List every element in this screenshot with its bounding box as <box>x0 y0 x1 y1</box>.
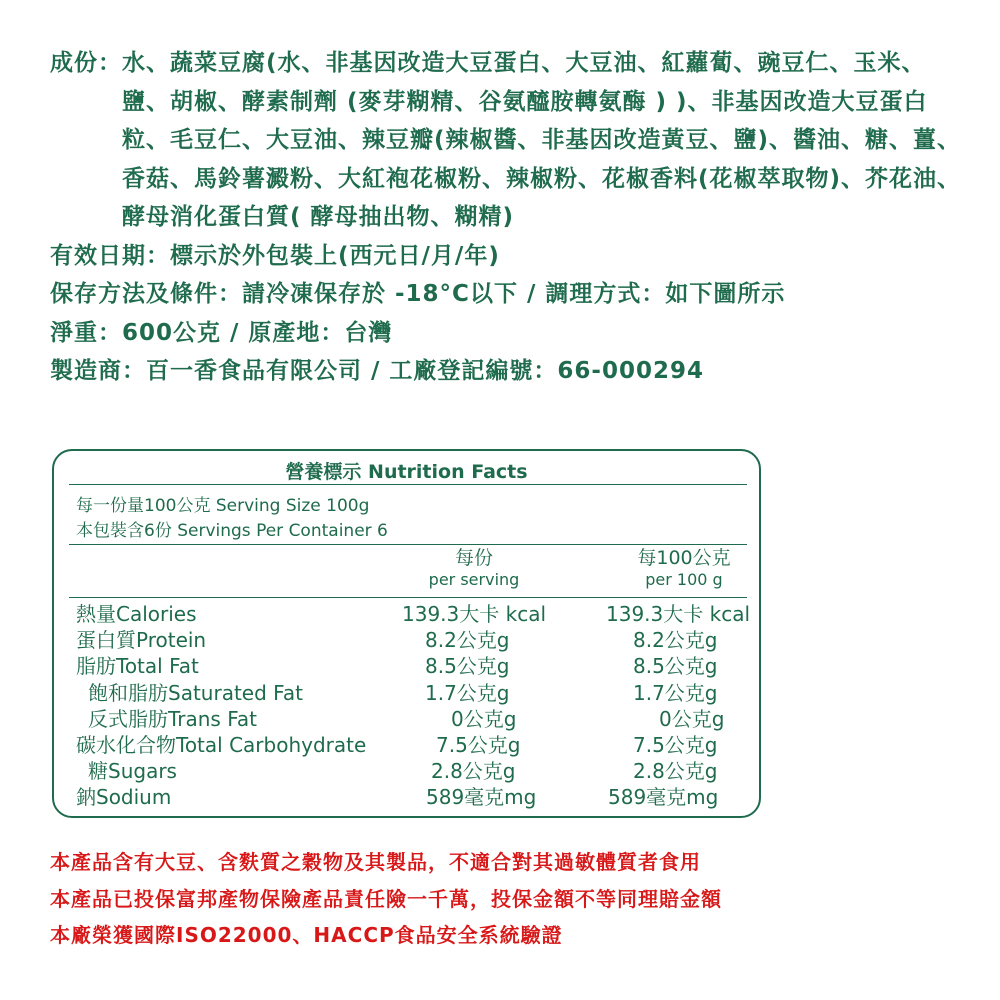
per-serving-value: 0公克g <box>451 706 517 731</box>
net-weight-line: 淨重：600公克 / 原產地：台灣 <box>50 319 393 346</box>
divider <box>69 597 747 598</box>
nutrient-name: 碳水化合物Total Carbohydrate <box>76 732 367 757</box>
per-100g-header <box>594 548 774 590</box>
per-serving-value: 8.2公克g <box>425 628 510 653</box>
nutrient-name: 糖Sugars <box>88 759 177 784</box>
nutrient-row <box>76 706 759 732</box>
nutrient-row <box>76 601 759 627</box>
ingredients-text: 水、蔬菜豆腐(水、非基因改造大豆蛋白、大豆油、紅蘿蔔、豌豆仁、玉米、鹽、胡椒、酵素制劑 (麥芽糊精、谷氨醯胺轉氨酶 ) )、非基因改造大豆蛋白粒、毛豆仁、大豆油、辣豆瓣(辣椒醬、非基因改造黃豆、鹽)、醬油、糖、薑、香菇、馬鈴薯澱粉、大紅袍花椒粉、辣椒粉、花椒香料(花椒萃取物)、芥花油、酵母消化蛋白質( 酵母抽出物、糊精) <box>122 50 962 230</box>
nutrition-facts-panel <box>52 449 761 818</box>
divider <box>69 544 747 545</box>
manufacturer-line: 製造商：百一香食品有限公司 / 工廠登記編號：66-000294 <box>50 358 704 384</box>
nutrient-name: 蛋白質Protein <box>76 628 207 653</box>
ingredients-label: 成份： <box>50 50 122 76</box>
per-100g-value: 589毫克mg <box>608 785 719 810</box>
per-100g-header-en: per 100 g <box>645 570 723 589</box>
per-100g-value: 2.8公克g <box>633 759 718 784</box>
nutrient-name: 飽和脂肪Saturated Fat <box>88 680 303 705</box>
nutrient-row <box>76 627 759 653</box>
nutrient-row <box>76 653 759 679</box>
nutrient-name: 反式脂肪Trans Fat <box>88 706 257 731</box>
nutrient-row <box>76 784 759 810</box>
per-serving-value: 589毫克mg <box>426 785 537 810</box>
per-serving-value: 7.5公克g <box>436 732 521 757</box>
nutrient-row <box>76 758 759 784</box>
nutrient-name: 熱量Calories <box>76 602 197 626</box>
servings-per-container: 本包裝含6份 Servings Per Container 6 <box>76 521 388 541</box>
per-100g-value: 8.5公克g <box>633 654 718 679</box>
nutrient-rows <box>76 601 759 811</box>
insurance-note: 本產品已投保富邦產物保險產品責任險一千萬，投保金額不等同理賠金額 <box>50 886 722 911</box>
per-serving-value: 139.3大卡 kcal <box>402 602 547 626</box>
per-serving-header-zh: 每份 <box>454 547 493 569</box>
per-serving-value: 1.7公克g <box>425 680 510 705</box>
per-100g-value: 0公克g <box>659 706 725 731</box>
nutrient-name: 脂肪Total Fat <box>76 654 199 679</box>
per-serving-header-en: per serving <box>428 570 520 589</box>
nutrient-row <box>76 680 759 706</box>
per-serving-header <box>409 548 539 590</box>
nutrient-name: 鈉Sodium <box>76 785 172 810</box>
allergen-note: 本產品含有大豆、含麩質之穀物及其製品，不適合對其過敏體質者食用 <box>50 850 701 874</box>
per-100g-header-zh: 每100公克 <box>637 547 731 569</box>
per-serving-value: 8.5公克g <box>425 654 510 679</box>
per-100g-value: 1.7公克g <box>633 680 718 705</box>
nutrient-row <box>76 732 759 758</box>
certification-note: 本廠榮獲國際ISO22000、HACCP食品安全系統驗證 <box>50 923 563 947</box>
ingredients <box>50 44 970 237</box>
per-serving-value: 2.8公克g <box>431 759 516 784</box>
per-100g-value: 139.3大卡 kcal <box>606 602 751 626</box>
per-100g-value: 8.2公克g <box>633 628 718 653</box>
divider <box>69 484 747 485</box>
expiry-date-line: 有效日期：標示於外包裝上(西元日/月/年) <box>50 242 500 269</box>
nutrition-title: 營養標示 Nutrition Facts <box>285 461 528 483</box>
storage-line: 保存方法及條件：請冷凍保存於 -18°C以下 / 調理方式：如下圖所示 <box>50 281 786 307</box>
label-info-section <box>50 44 970 391</box>
serving-size: 每一份量100公克 Serving Size 100g <box>76 496 370 516</box>
per-100g-value: 7.5公克g <box>633 732 718 757</box>
warning-notes <box>50 844 722 954</box>
